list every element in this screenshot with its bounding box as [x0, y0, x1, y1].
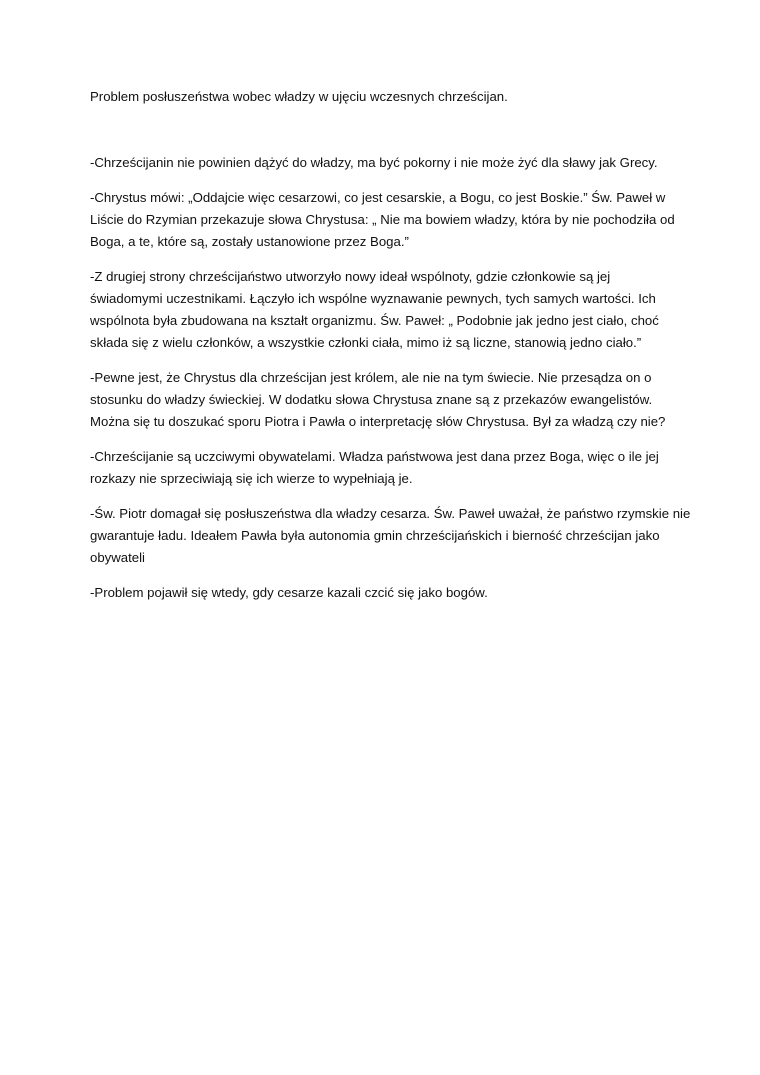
text-line: świadomymi uczestnikami. Łączyło ich wspólne wyznawanie pewnych, tych samych wartości. Ich	[90, 291, 656, 306]
text-line: -Z drugiej strony chrześcijaństwo utworzyło nowy ideał wspólnoty, gdzie członkowie są jej	[90, 269, 611, 284]
text-line: składa się z wielu członków, a wszystkie członki ciała, mimo iż są liczne, stanowią jedno ciało.”	[90, 335, 642, 350]
text-line: gwarantuje ładu. Ideałem Pawła była autonomia gmin chrześcijańskich i bierność chrześcijan jako	[90, 528, 660, 543]
document-title: Problem posłuszeństwa wobec władzy w ujęciu wczesnych chrześcijan.	[90, 89, 508, 104]
text-line: -Św. Piotr domagał się posłuszeństwa dla władzy cesarza. Św. Paweł uważał, że państwo rzymskie nie	[90, 506, 691, 521]
text-line: stosunku do władzy świeckiej. W dodatku słowa Chrystusa znane są z przekazów ewangelistów.	[90, 392, 653, 407]
text-line: -Chrześcijanie są uczciwymi obywatelami. Władza państwowa jest dana przez Boga, więc o ile jej	[90, 449, 659, 464]
text-line: rozkazy nie sprzeciwiają się ich wierze to wypełniają je.	[90, 471, 413, 486]
paragraph	[90, 152, 690, 174]
text-line: -Problem pojawił się wtedy, gdy cesarze kazali czcić się jako bogów.	[90, 585, 488, 600]
text-line: Można się tu doszukać sporu Piotra i Pawła o interpretację słów Chrystusa. Był za władzą czy nie?	[90, 414, 666, 429]
text-line: Liście do Rzymian przekazuje słowa Chrystusa: „ Nie ma bowiem władzy, która by nie pochodziła od	[90, 212, 675, 227]
text-line: -Pewne jest, że Chrystus dla chrześcijan jest królem, ale nie na tym świecie. Nie przesądza on o	[90, 370, 652, 385]
paragraph	[90, 367, 690, 433]
text-line: obywateli	[90, 550, 145, 565]
paragraph	[90, 266, 690, 354]
paragraph	[90, 446, 690, 490]
text-line: wspólnota była zbudowana na kształt organizmu. Św. Paweł: „ Podobnie jak jedno jest ciało, choć	[90, 313, 659, 328]
paragraph	[90, 187, 690, 253]
text-line: -Chrystus mówi: „Oddajcie więc cesarzowi, co jest cesarskie, a Bogu, co jest Boskie.” Św. Paweł w	[90, 190, 666, 205]
text-line: Boga, a te, które są, zostały ustanowione przez Boga.”	[90, 234, 409, 249]
paragraph	[90, 503, 690, 569]
document-body	[90, 152, 690, 604]
text-line: -Chrześcijanin nie powinien dążyć do władzy, ma być pokorny i nie może żyć dla sławy jak Grecy.	[90, 155, 658, 170]
document-page	[90, 86, 690, 617]
paragraph	[90, 582, 690, 604]
